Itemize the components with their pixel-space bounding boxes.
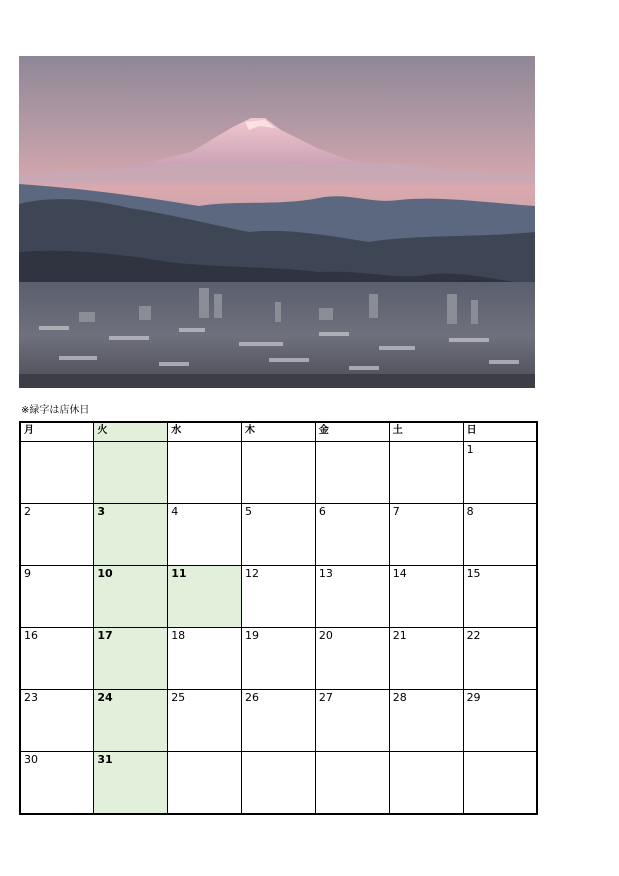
sunday-cell: 8 xyxy=(463,503,537,565)
month-calendar xyxy=(19,421,538,815)
day-cell: 23 xyxy=(20,689,94,751)
day-cell xyxy=(20,442,94,504)
day-cell: 12 xyxy=(242,565,316,627)
weekday-friday: 金 xyxy=(315,422,389,442)
day-cell: 18 xyxy=(168,627,242,689)
closed-day-cell: 3 xyxy=(94,503,168,565)
day-cell: 4 xyxy=(168,503,242,565)
weekday-saturday: 土 xyxy=(389,422,463,442)
week-row-2 xyxy=(20,503,537,565)
day-cell: 16 xyxy=(20,627,94,689)
closed-day-cell: 24 xyxy=(94,689,168,751)
week-row-3 xyxy=(20,565,537,627)
weekday-tuesday: 火 xyxy=(94,422,168,442)
day-cell xyxy=(389,751,463,814)
day-cell: 27 xyxy=(315,689,389,751)
sunday-cell: 22 xyxy=(463,627,537,689)
weekday-thursday: 木 xyxy=(242,422,316,442)
day-cell xyxy=(242,751,316,814)
day-cell: 6 xyxy=(315,503,389,565)
day-cell xyxy=(168,442,242,504)
day-cell: 5 xyxy=(242,503,316,565)
week-row-1 xyxy=(20,442,537,504)
weekday-sunday: 日 xyxy=(463,422,537,442)
day-cell xyxy=(389,442,463,504)
day-cell: 13 xyxy=(315,565,389,627)
weekday-monday: 月 xyxy=(20,422,94,442)
sunday-cell: 15 xyxy=(463,565,537,627)
week-row-6 xyxy=(20,751,537,814)
day-cell: 20 xyxy=(315,627,389,689)
closed-day-note: ※緑字は店休日 xyxy=(21,405,90,416)
day-cell xyxy=(315,442,389,504)
day-cell xyxy=(315,751,389,814)
day-cell: 30 xyxy=(20,751,94,814)
week-row-5 xyxy=(20,689,537,751)
day-cell: 19 xyxy=(242,627,316,689)
closed-day-cell: 31 xyxy=(94,751,168,814)
day-cell: 26 xyxy=(242,689,316,751)
day-cell: 1 xyxy=(463,442,537,504)
day-cell: 25 xyxy=(168,689,242,751)
day-cell xyxy=(463,751,537,814)
day-cell xyxy=(168,751,242,814)
saturday-cell: 21 xyxy=(389,627,463,689)
day-cell xyxy=(94,442,168,504)
saturday-cell: 28 xyxy=(389,689,463,751)
weekday-wednesday: 水 xyxy=(168,422,242,442)
saturday-cell: 14 xyxy=(389,565,463,627)
day-cell: 9 xyxy=(20,565,94,627)
sunday-cell: 29 xyxy=(463,689,537,751)
week-row-4 xyxy=(20,627,537,689)
day-cell xyxy=(242,442,316,504)
day-cell: 2 xyxy=(20,503,94,565)
closed-day-cell: 17 xyxy=(94,627,168,689)
saturday-cell: 7 xyxy=(389,503,463,565)
closed-day-cell: 10 xyxy=(94,565,168,627)
mountain-city-photo xyxy=(19,56,535,388)
closed-day-cell: 11 xyxy=(168,565,242,627)
weekday-header-row xyxy=(20,422,537,442)
